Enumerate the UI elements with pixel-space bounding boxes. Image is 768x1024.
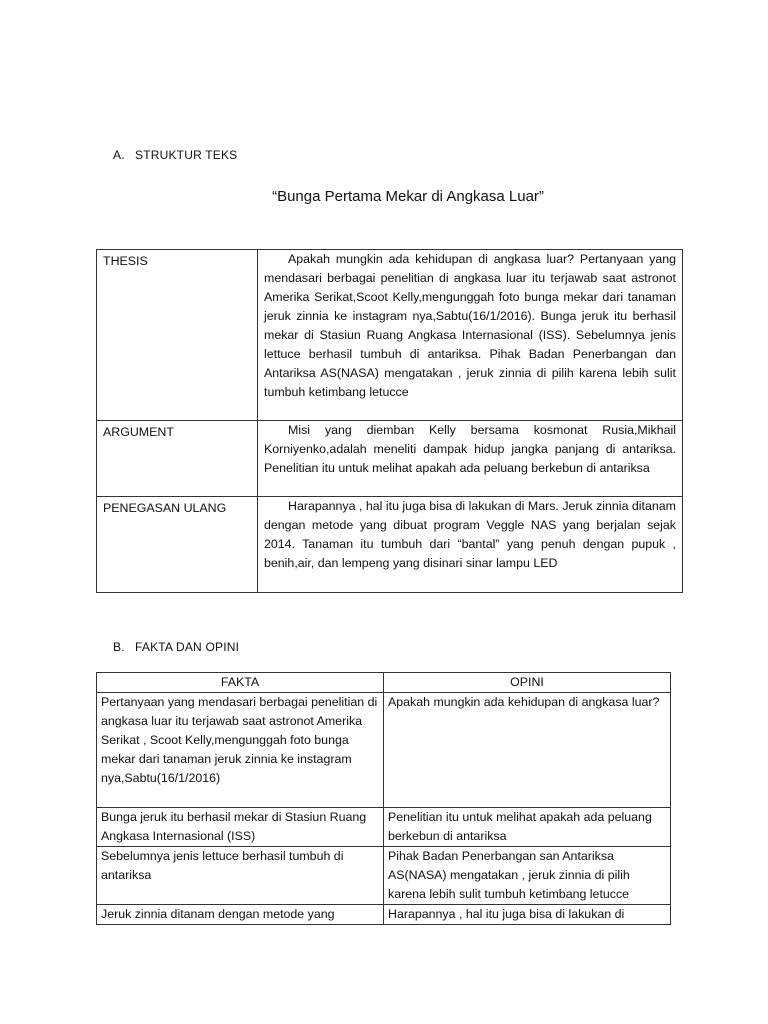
section-a-heading	[113, 148, 237, 162]
opini-cell: Penelitian itu untuk melihat apakah ada peluang berkebun di antariksa	[384, 808, 671, 847]
row-label: PENEGASAN ULANG	[97, 497, 258, 593]
table-row	[97, 808, 671, 847]
table-row	[97, 905, 671, 925]
section-b-title: FAKTA DAN OPINI	[135, 640, 240, 654]
section-a-title: STRUKTUR TEKS	[135, 148, 238, 162]
opini-cell: Apakah mungkin ada kehidupan di angkasa luar?	[384, 693, 671, 808]
section-a-number: A.	[113, 148, 125, 162]
fakta-header: FAKTA	[97, 673, 384, 693]
row-content	[258, 421, 683, 497]
section-b-heading	[113, 640, 239, 654]
row-text: Apakah mungkin ada kehidupan di angkasa luar? Pertanyaan yang mendasari berbagai penelitian di angkasa luar itu terjawab saat astronot Amerika Serikat,Scoot Kelly,mengunggah foto bunga mekar dari tanaman jeruk zinnia ke instagram nya,Sabtu(16/1/2016). Bunga jeruk itu berhasil mekar di Stasiun Ruang Angkasa Internasional (ISS). Sebelumnya jenis lettuce berhasil tumbuh di antariksa. Pihak Badan Penerbangan dan Antariksa AS(NASA) mengatakan , jeruk zinnia di pilih karena lebih sulit tumbuh ketimbang letucce	[264, 252, 676, 399]
section-b-number: B.	[113, 640, 125, 654]
table-row	[97, 250, 683, 421]
fakta-cell: Bunga jeruk itu berhasil mekar di Stasiun Ruang Angkasa Internasional (ISS)	[97, 808, 384, 847]
row-text: Misi yang diemban Kelly bersama kosmonat Rusia,Mikhail Korniyenko,adalah meneliti dampak hidup jangka panjang di antariksa. Penelitian itu untuk melihat apakah ada peluang berkebun di antariksa	[264, 423, 676, 475]
table-header-row	[97, 673, 671, 693]
row-label: THESIS	[97, 250, 258, 421]
table-row	[97, 421, 683, 497]
opini-header: OPINI	[384, 673, 671, 693]
row-content	[258, 250, 683, 421]
row-label: ARGUMENT	[97, 421, 258, 497]
table-row	[97, 847, 671, 905]
fakta-cell: Pertanyaan yang mendasari berbagai penelitian di angkasa luar itu terjawab saat astronot Amerika Serikat , Scoot Kelly,mengunggah foto bunga mekar dari tanaman jeruk zinnia ke instagram nya,Sabtu(16/1/2016)	[97, 693, 384, 808]
row-content	[258, 497, 683, 593]
table-row	[97, 497, 683, 593]
row-text: Harapannya , hal itu juga bisa di lakukan di Mars. Jeruk zinnia ditanam dengan metode yang dibuat program Veggle NAS yang berjalan sejak 2014. Tanaman itu tumbuh dari “bantal” yang penuh dengan pupuk , benih,air, dan lempeng yang disinari sinar lampu LED	[264, 499, 676, 570]
fakta-cell: Jeruk zinnia ditanam dengan metode yang	[97, 905, 384, 925]
opini-cell: Pihak Badan Penerbangan san Antariksa AS(NASA) mengatakan , jeruk zinnia di pilih karena lebih sulit tumbuh ketimbang letucce	[384, 847, 671, 905]
fakta-cell: Sebelumnya jenis lettuce berhasil tumbuh di antariksa	[97, 847, 384, 905]
table-row	[97, 693, 671, 808]
opini-cell: Harapannya , hal itu juga bisa di lakukan di	[384, 905, 671, 925]
document-title: “Bunga Pertama Mekar di Angkasa Luar”	[272, 188, 544, 205]
fakta-opini-table	[96, 672, 671, 925]
structure-table	[96, 249, 683, 593]
